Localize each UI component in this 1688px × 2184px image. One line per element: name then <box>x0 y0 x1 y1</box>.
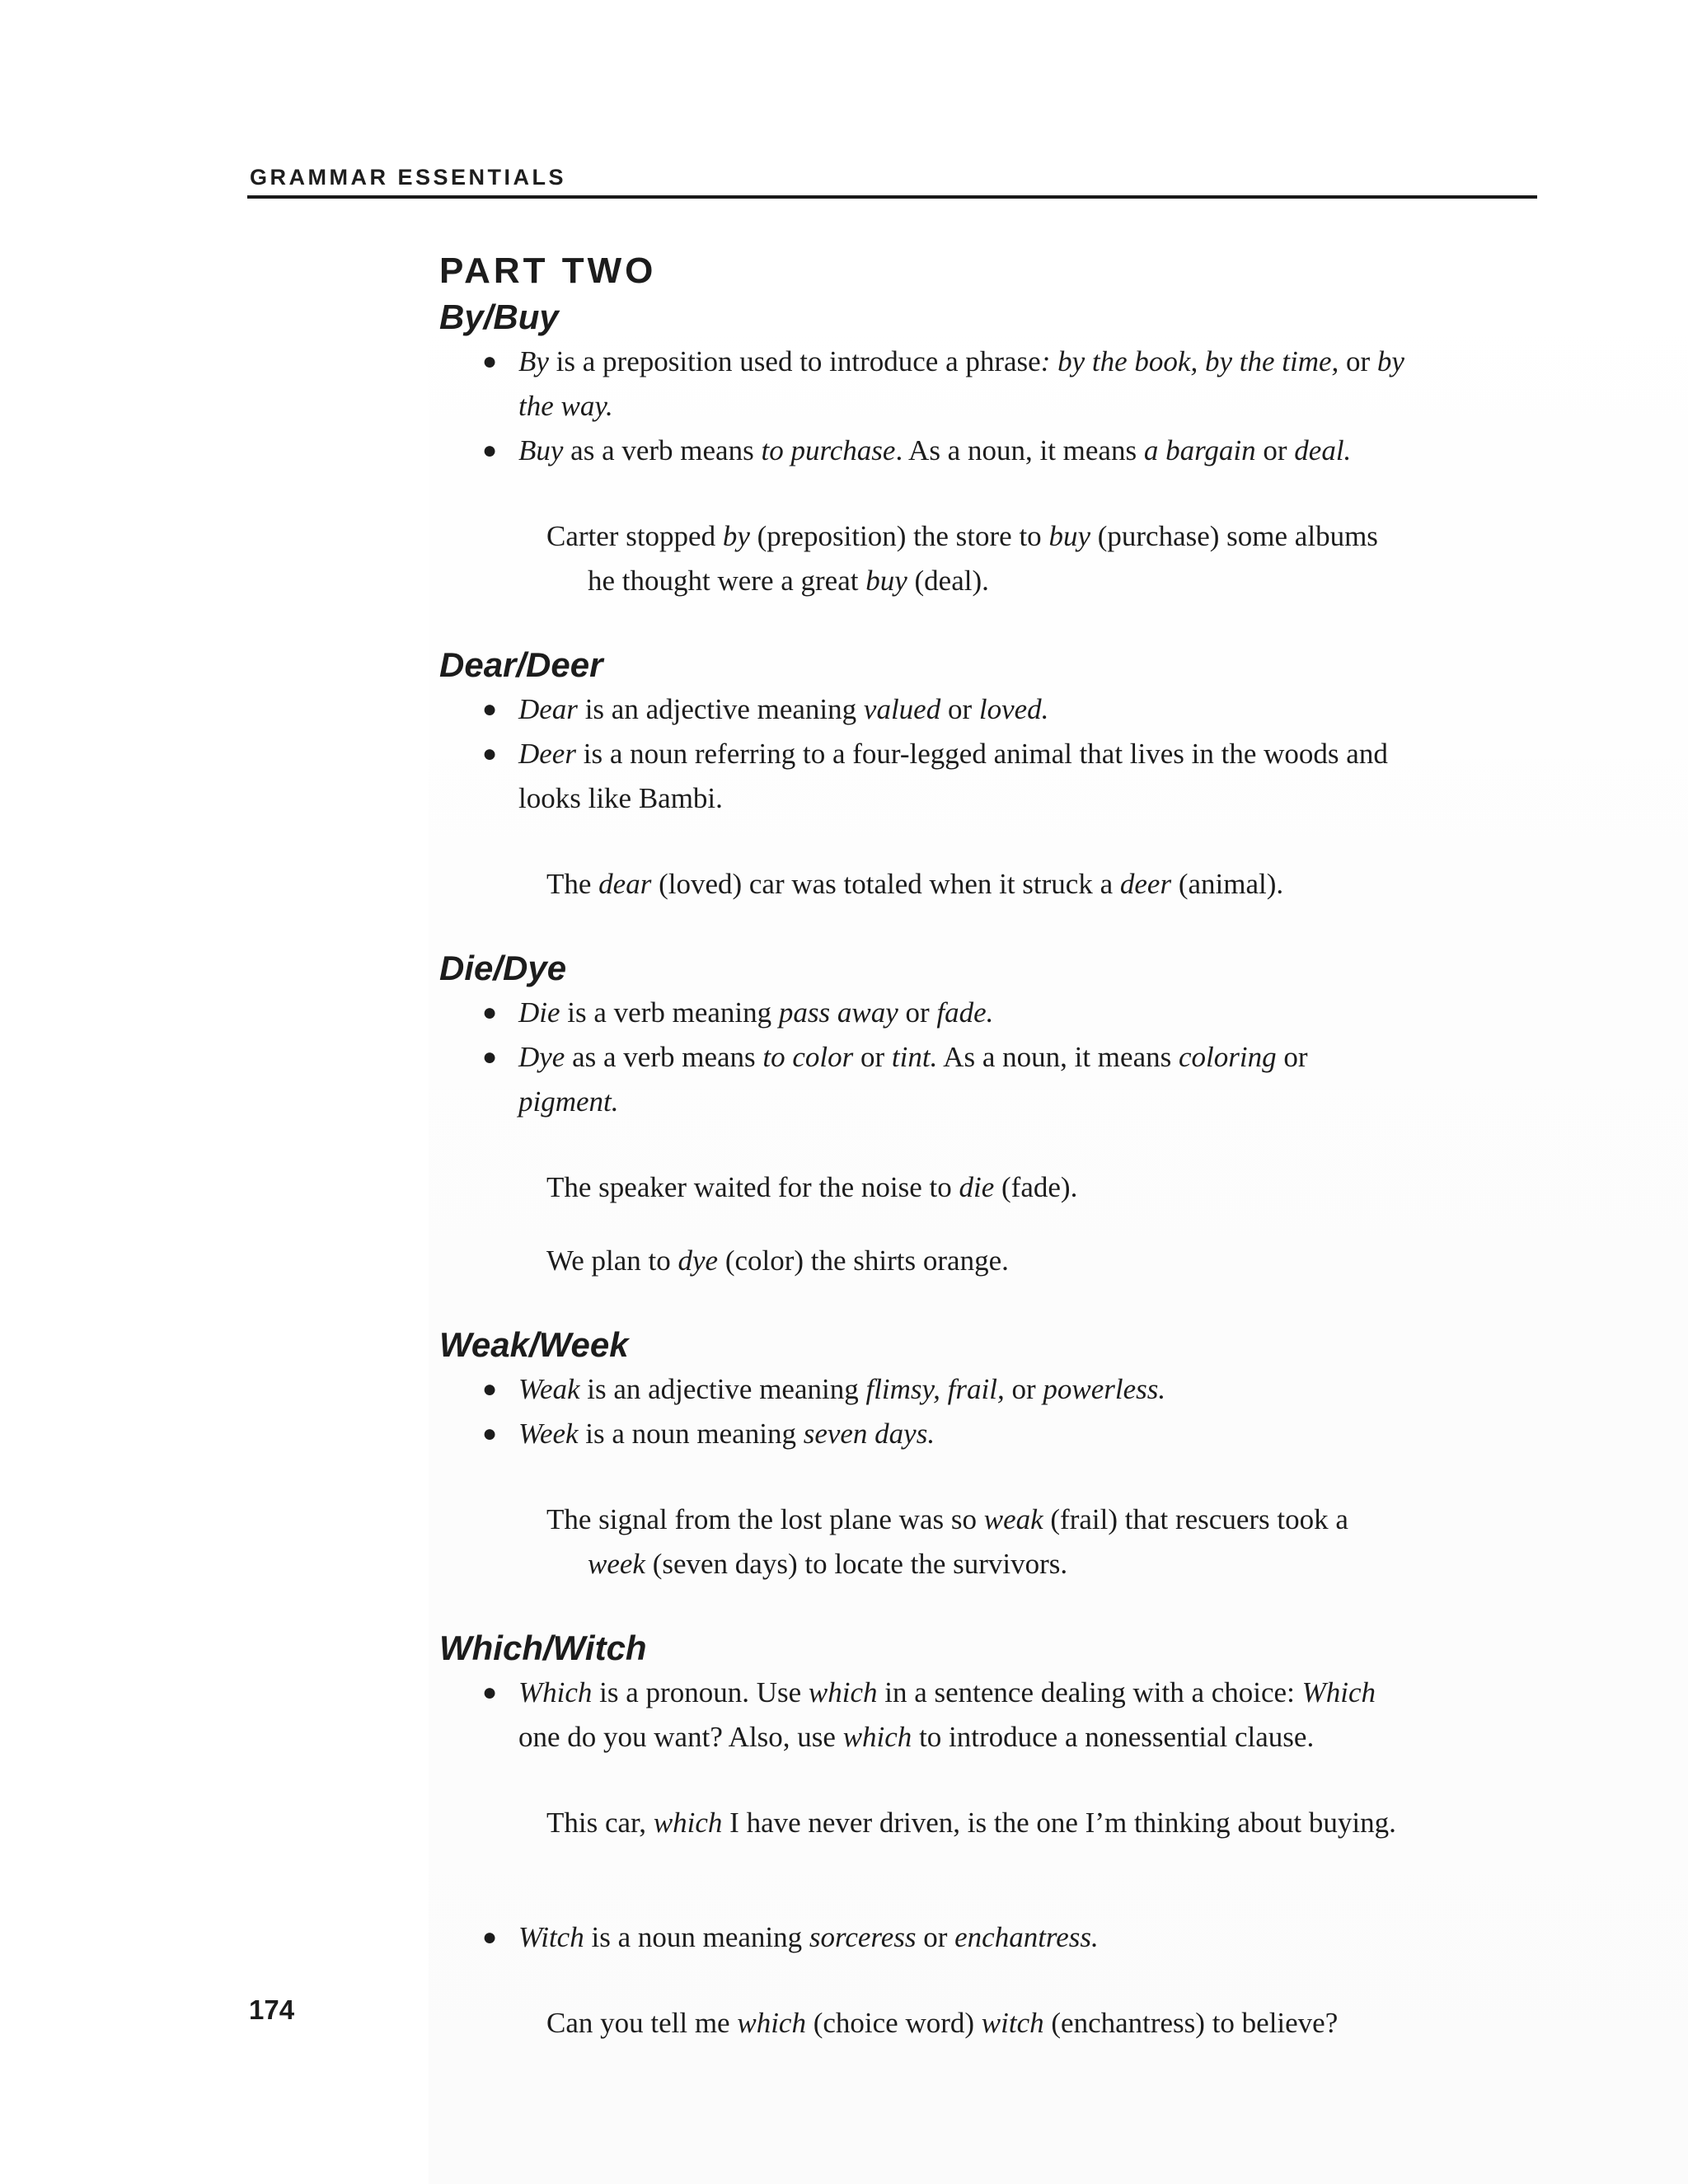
definition-text <box>518 1418 935 1450</box>
text-run: is a noun meaning <box>584 1921 809 1953</box>
definition-text <box>518 434 1351 466</box>
text-run: . As a noun, it means <box>895 434 1144 466</box>
italic-run: Weak <box>518 1373 580 1405</box>
section-title: Die/Dye <box>439 949 567 987</box>
example-sentence <box>439 862 1412 907</box>
definition-list <box>439 1671 1412 1760</box>
text-run: (seven days) to locate the survivors. <box>645 1548 1068 1580</box>
text-run: (animal). <box>1171 868 1284 900</box>
italic-run: weak <box>983 1503 1043 1535</box>
bullet-icon: ● <box>482 1043 498 1071</box>
italic-run: which <box>842 1721 912 1753</box>
italic-run: deal. <box>1294 434 1352 466</box>
italic-run: die <box>959 1171 995 1203</box>
definition-text <box>518 1676 1376 1753</box>
text-run: is a verb meaning <box>560 996 779 1029</box>
italic-run: Die <box>518 996 560 1029</box>
example-sentence <box>439 1165 1412 1210</box>
italic-run: pigment. <box>518 1085 619 1118</box>
italic-run: enchantress. <box>954 1921 1099 1953</box>
italic-run: Dear <box>518 693 578 725</box>
section-title: Weak/Week <box>439 1325 629 1364</box>
italic-run: witch <box>981 2007 1044 2039</box>
definition-list <box>439 1915 1412 1960</box>
definition-item <box>439 1915 1412 1960</box>
text-run: Carter stopped <box>546 520 723 552</box>
definition-text <box>518 1041 1308 1118</box>
italic-run: to purchase <box>761 434 896 466</box>
header-rule <box>247 195 1537 199</box>
example-sentence <box>439 1239 1412 1283</box>
text-run: or <box>1276 1041 1308 1073</box>
italic-run: Which <box>1301 1676 1376 1708</box>
text-run: is a noun meaning <box>578 1418 804 1450</box>
definition-item <box>439 687 1412 732</box>
definition-list <box>439 340 1412 473</box>
italic-run: coloring <box>1178 1041 1277 1073</box>
text-run: is a preposition used to introduce a phrase <box>548 345 1041 377</box>
text-run: or <box>1255 434 1295 466</box>
text-run: or <box>1004 1373 1043 1405</box>
section-which-witch <box>439 1626 1412 2046</box>
italic-run: dye <box>678 1244 719 1277</box>
text-run: or <box>898 996 937 1029</box>
definition-item <box>439 1367 1412 1412</box>
page-number: 174 <box>249 1994 295 2025</box>
section-weak-week <box>439 1323 1412 1586</box>
definition-list <box>439 991 1412 1124</box>
italic-run: week <box>588 1548 645 1580</box>
text-run: to introduce a nonessential clause. <box>912 1721 1315 1753</box>
italic-run: Week <box>518 1418 579 1450</box>
italic-run: which <box>808 1676 878 1708</box>
italic-run: deer <box>1119 868 1172 900</box>
italic-run: flimsy, frail, <box>865 1373 1005 1405</box>
definition-text <box>518 1921 1099 1953</box>
section-dear-deer <box>439 643 1412 907</box>
definition-item <box>439 1671 1412 1760</box>
definition-text <box>518 1373 1165 1405</box>
bullet-icon: ● <box>482 696 498 723</box>
section-by-buy <box>439 295 1412 603</box>
italic-run: buy <box>865 565 907 597</box>
section-title: By/Buy <box>439 298 559 336</box>
text-run: (deal). <box>907 565 989 597</box>
definition-item <box>439 340 1412 429</box>
italic-run: which <box>653 1807 723 1839</box>
bullet-icon: ● <box>482 437 498 464</box>
part-title: PART TWO <box>439 251 657 291</box>
italic-run: by <box>722 520 750 552</box>
definition-list <box>439 1367 1412 1456</box>
text-run: I have never driven, is the one I’m thinking about buying. <box>722 1807 1396 1839</box>
example-sentence <box>439 2001 1412 2046</box>
italic-run: : by the book, by the time, <box>1040 345 1339 377</box>
definition-item <box>439 1035 1412 1124</box>
italic-run: valued <box>863 693 941 725</box>
text-run: This car, <box>546 1807 654 1839</box>
text-run: or <box>940 693 979 725</box>
text-run: (choice word) <box>805 2007 982 2039</box>
definition-text <box>518 693 1048 725</box>
section-title: Which/Witch <box>439 1629 647 1667</box>
text-run: The signal from the lost plane was so <box>546 1503 984 1535</box>
example-sentence <box>439 1497 1412 1586</box>
italic-run: to color <box>762 1041 854 1073</box>
text-run: Can you tell me <box>546 2007 738 2039</box>
italic-run: Which <box>518 1676 593 1708</box>
text-run: is an adjective meaning <box>577 693 864 725</box>
definition-text <box>518 996 993 1029</box>
italic-run: fade. <box>936 996 994 1029</box>
definition-item <box>439 1412 1412 1456</box>
italic-run: a bargain <box>1143 434 1256 466</box>
italic-run: Dye <box>518 1041 565 1073</box>
italic-run: Deer <box>518 738 576 770</box>
italic-run: buy <box>1048 520 1090 552</box>
section-title: Dear/Deer <box>439 645 603 684</box>
example-sentence <box>439 514 1412 603</box>
definition-text <box>518 345 1404 422</box>
italic-run: Witch <box>518 1921 584 1953</box>
definition-item <box>439 732 1412 821</box>
definition-item <box>439 429 1412 473</box>
text-run: The speaker waited for the noise to <box>546 1171 959 1203</box>
text-run: As a noun, it means <box>937 1041 1179 1073</box>
text-run: (enchantress) to believe? <box>1043 2007 1339 2039</box>
text-run: is an adjective meaning <box>579 1373 866 1405</box>
bullet-icon: ● <box>482 1924 498 1951</box>
bullet-icon: ● <box>482 999 498 1026</box>
text-run: (purchase) some albums he thought were a great <box>588 520 1378 597</box>
bullet-icon: ● <box>482 348 498 375</box>
text-run: is a noun referring to a four-legged animal that lives in the woods and looks like Bambi. <box>518 738 1388 814</box>
bullet-icon: ● <box>482 1679 498 1706</box>
bullet-icon: ● <box>482 740 498 767</box>
italic-run: seven days. <box>803 1418 935 1450</box>
text-run: We plan to <box>546 1244 678 1277</box>
italic-run: sorceress <box>809 1921 917 1953</box>
text-run: in a sentence dealing with a choice: <box>877 1676 1302 1708</box>
text-run: or <box>1339 345 1377 377</box>
italic-run: powerless. <box>1043 1373 1166 1405</box>
text-run: or <box>916 1921 955 1953</box>
italic-run: loved. <box>978 693 1049 725</box>
bullet-icon: ● <box>482 1376 498 1403</box>
text-run: The <box>546 868 599 900</box>
italic-run: tint. <box>891 1041 938 1073</box>
page-content <box>439 247 1412 2074</box>
section-die-dye <box>439 946 1412 1283</box>
text-run: (frail) that rescuers took a <box>1043 1503 1348 1535</box>
italic-run: Buy <box>518 434 564 466</box>
definition-item <box>439 991 1412 1035</box>
text-run: as a verb means <box>565 1041 763 1073</box>
text-run: (color) the shirts orange. <box>718 1244 1009 1277</box>
bullet-icon: ● <box>482 1420 498 1447</box>
italic-run: By <box>518 345 549 377</box>
spacer <box>439 1874 1412 1915</box>
italic-run: dear <box>598 868 652 900</box>
text-run: (fade). <box>994 1171 1078 1203</box>
text-run: (loved) car was totaled when it struck a <box>651 868 1120 900</box>
running-head: GRAMMAR ESSENTIALS <box>250 165 567 190</box>
definition-list <box>439 687 1412 821</box>
text-run: one do you want? Also, use <box>518 1721 843 1753</box>
text-run: or <box>853 1041 892 1073</box>
text-run: as a verb means <box>563 434 762 466</box>
definition-text <box>518 738 1388 814</box>
example-sentence <box>439 1801 1412 1845</box>
text-run: is a pronoun. Use <box>592 1676 809 1708</box>
italic-run: by the way. <box>518 345 1404 422</box>
text-run: (preposition) the store to <box>749 520 1049 552</box>
italic-run: which <box>737 2007 806 2039</box>
italic-run: pass away <box>778 996 898 1029</box>
